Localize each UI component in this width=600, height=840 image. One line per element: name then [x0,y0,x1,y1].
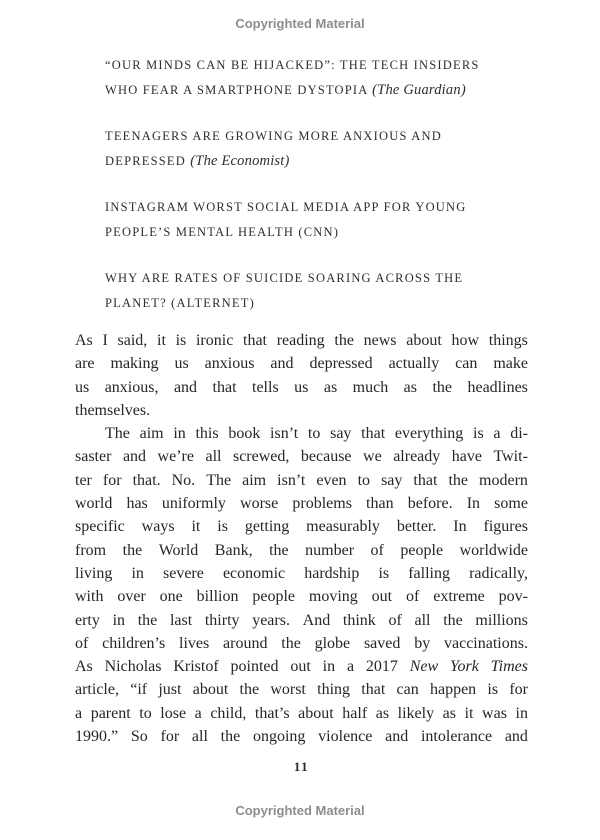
text-line: living in severe economic hardship is falling radically, [75,564,528,582]
copyright-banner-top: Copyrighted Material [235,16,365,31]
text-line: themselves. [75,401,151,419]
headline-text: TEENAGERS ARE GROWING MORE ANXIOUS AND [105,129,442,143]
text-line: 1990.” So for all the ongoing violence and intolerance and [75,728,528,746]
headline-line [105,149,540,174]
page-number: 11 [293,759,310,774]
headline-line [105,220,540,245]
headline-text: PLANET? (ALTERNET) [105,295,255,310]
paragraph [75,329,528,422]
text-line: article, “if just about the worst thing that can happen is for [75,681,528,699]
headline-text: INSTAGRAM WORST SOCIAL MEDIA APP FOR YOUNG [105,200,467,214]
text-line: from the World Bank, the number of people worldwide [75,541,528,559]
headline [105,266,540,315]
text-line: The aim in this book isn’t to say that everything is a di- [105,425,528,443]
text-line: world has uniformly worse problems than before. In some [75,495,528,513]
text-line: a parent to lose a child, that’s about half as likely as it was in [75,704,528,722]
text-line: are making us anxious and depressed actually can make [75,355,528,373]
headline-text: WHO FEAR A SMARTPHONE DYSTOPIA [105,82,373,97]
text-line: of children’s lives around the globe saved by vaccinations. [75,634,528,652]
text-line: ter for that. No. The aim isn’t even to say that the modern [75,471,528,489]
headline-line [105,195,540,220]
body-text [75,329,528,748]
text-line: specific ways it is getting measurably better. In figures [75,518,528,536]
headline-text: DEPRESSED [105,153,191,168]
text-line: us anxious, and that tells us as much as the headlines [75,378,528,396]
copyright-banner-bottom: Copyrighted Material [235,803,365,818]
headline [105,53,540,102]
text-line: with over one billion people moving out of extreme pov- [75,588,528,606]
text-line: saster and we’re all screwed, because we already have Twit- [75,448,528,466]
headline-source: (The Economist) [190,152,290,169]
text-line: As Nicholas Kristof pointed out in a 2017 New York Times [75,658,528,676]
headline-text: WHY ARE RATES OF SUICIDE SOARING ACROSS THE [105,271,464,285]
headline-line [105,124,540,149]
headline-text: “OUR MINDS CAN BE HIJACKED”: THE TECH INSIDERS [105,58,480,72]
headline-line [105,291,540,316]
headline-line [105,266,540,291]
headline-list [105,53,540,337]
headline-line [105,53,540,78]
text-line: As I said, it is ironic that reading the news about how things [75,332,528,349]
headline-line [105,78,540,103]
paragraph [75,422,528,748]
headline-text: PEOPLE’S MENTAL HEALTH (CNN) [105,224,340,239]
headline [105,124,540,173]
text-line: erty in the last thirty years. And think of all the millions [75,611,528,629]
headline [105,195,540,244]
headline-source: (The Guardian) [372,81,466,98]
